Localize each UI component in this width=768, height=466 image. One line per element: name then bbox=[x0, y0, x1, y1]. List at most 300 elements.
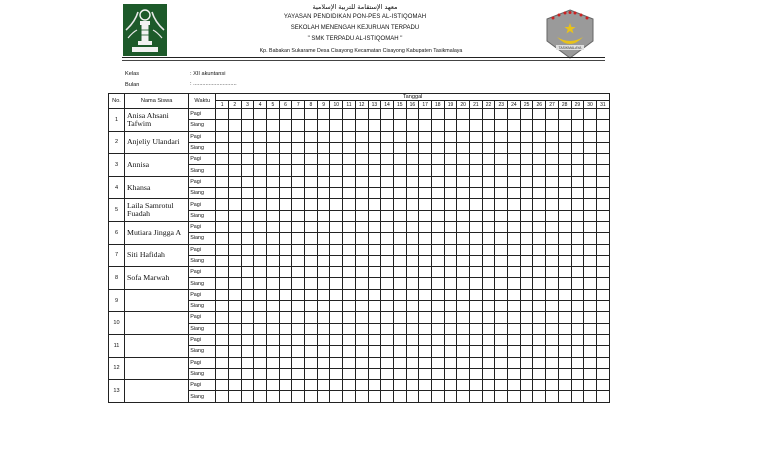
attendance-cell[interactable] bbox=[228, 301, 241, 312]
attendance-cell[interactable] bbox=[368, 176, 381, 187]
attendance-cell[interactable] bbox=[431, 323, 444, 334]
attendance-cell[interactable] bbox=[558, 131, 571, 142]
attendance-cell[interactable] bbox=[431, 391, 444, 402]
attendance-cell[interactable] bbox=[241, 323, 254, 334]
attendance-cell[interactable] bbox=[419, 244, 432, 255]
attendance-cell[interactable] bbox=[317, 244, 330, 255]
attendance-cell[interactable] bbox=[279, 380, 292, 391]
attendance-cell[interactable] bbox=[571, 278, 584, 289]
attendance-cell[interactable] bbox=[355, 176, 368, 187]
attendance-cell[interactable] bbox=[343, 289, 356, 300]
attendance-cell[interactable] bbox=[317, 165, 330, 176]
attendance-cell[interactable] bbox=[571, 188, 584, 199]
attendance-cell[interactable] bbox=[343, 221, 356, 232]
attendance-cell[interactable] bbox=[381, 357, 394, 368]
attendance-cell[interactable] bbox=[343, 278, 356, 289]
attendance-cell[interactable] bbox=[368, 278, 381, 289]
attendance-cell[interactable] bbox=[546, 210, 559, 221]
attendance-cell[interactable] bbox=[393, 199, 406, 210]
attendance-cell[interactable] bbox=[596, 323, 609, 334]
attendance-cell[interactable] bbox=[584, 346, 597, 357]
attendance-cell[interactable] bbox=[571, 323, 584, 334]
attendance-cell[interactable] bbox=[596, 131, 609, 142]
attendance-cell[interactable] bbox=[470, 346, 483, 357]
attendance-cell[interactable] bbox=[343, 142, 356, 153]
attendance-cell[interactable] bbox=[381, 210, 394, 221]
attendance-cell[interactable] bbox=[470, 120, 483, 131]
attendance-cell[interactable] bbox=[393, 210, 406, 221]
attendance-cell[interactable] bbox=[533, 278, 546, 289]
attendance-cell[interactable] bbox=[292, 210, 305, 221]
attendance-cell[interactable] bbox=[482, 199, 495, 210]
attendance-cell[interactable] bbox=[355, 210, 368, 221]
attendance-cell[interactable] bbox=[355, 289, 368, 300]
attendance-cell[interactable] bbox=[444, 267, 457, 278]
attendance-cell[interactable] bbox=[330, 368, 343, 379]
attendance-cell[interactable] bbox=[596, 221, 609, 232]
attendance-cell[interactable] bbox=[305, 109, 318, 120]
attendance-cell[interactable] bbox=[254, 221, 267, 232]
attendance-cell[interactable] bbox=[596, 142, 609, 153]
attendance-cell[interactable] bbox=[317, 267, 330, 278]
attendance-cell[interactable] bbox=[406, 255, 419, 266]
attendance-cell[interactable] bbox=[482, 165, 495, 176]
attendance-cell[interactable] bbox=[343, 120, 356, 131]
attendance-cell[interactable] bbox=[533, 312, 546, 323]
attendance-cell[interactable] bbox=[254, 233, 267, 244]
attendance-cell[interactable] bbox=[317, 368, 330, 379]
attendance-cell[interactable] bbox=[533, 233, 546, 244]
attendance-cell[interactable] bbox=[228, 154, 241, 165]
attendance-cell[interactable] bbox=[241, 210, 254, 221]
attendance-cell[interactable] bbox=[381, 289, 394, 300]
attendance-cell[interactable] bbox=[444, 334, 457, 345]
attendance-cell[interactable] bbox=[444, 380, 457, 391]
attendance-cell[interactable] bbox=[470, 109, 483, 120]
attendance-cell[interactable] bbox=[228, 278, 241, 289]
attendance-cell[interactable] bbox=[317, 221, 330, 232]
attendance-cell[interactable] bbox=[254, 312, 267, 323]
attendance-cell[interactable] bbox=[406, 357, 419, 368]
attendance-cell[interactable] bbox=[381, 109, 394, 120]
attendance-cell[interactable] bbox=[431, 334, 444, 345]
attendance-cell[interactable] bbox=[533, 221, 546, 232]
attendance-cell[interactable] bbox=[495, 267, 508, 278]
attendance-cell[interactable] bbox=[584, 357, 597, 368]
attendance-cell[interactable] bbox=[495, 199, 508, 210]
attendance-cell[interactable] bbox=[292, 312, 305, 323]
attendance-cell[interactable] bbox=[406, 221, 419, 232]
attendance-cell[interactable] bbox=[444, 221, 457, 232]
attendance-cell[interactable] bbox=[368, 380, 381, 391]
attendance-cell[interactable] bbox=[305, 199, 318, 210]
attendance-cell[interactable] bbox=[457, 142, 470, 153]
attendance-cell[interactable] bbox=[482, 255, 495, 266]
attendance-cell[interactable] bbox=[228, 244, 241, 255]
attendance-cell[interactable] bbox=[330, 210, 343, 221]
attendance-cell[interactable] bbox=[292, 334, 305, 345]
attendance-cell[interactable] bbox=[470, 142, 483, 153]
attendance-cell[interactable] bbox=[279, 120, 292, 131]
attendance-cell[interactable] bbox=[267, 244, 280, 255]
attendance-cell[interactable] bbox=[355, 199, 368, 210]
attendance-cell[interactable] bbox=[267, 357, 280, 368]
attendance-cell[interactable] bbox=[330, 357, 343, 368]
attendance-cell[interactable] bbox=[330, 278, 343, 289]
attendance-cell[interactable] bbox=[292, 199, 305, 210]
attendance-cell[interactable] bbox=[355, 368, 368, 379]
attendance-cell[interactable] bbox=[533, 334, 546, 345]
attendance-cell[interactable] bbox=[558, 188, 571, 199]
attendance-cell[interactable] bbox=[546, 188, 559, 199]
attendance-cell[interactable] bbox=[343, 154, 356, 165]
attendance-cell[interactable] bbox=[558, 142, 571, 153]
attendance-cell[interactable] bbox=[571, 199, 584, 210]
attendance-cell[interactable] bbox=[254, 368, 267, 379]
attendance-cell[interactable] bbox=[355, 154, 368, 165]
attendance-cell[interactable] bbox=[330, 233, 343, 244]
attendance-cell[interactable] bbox=[495, 278, 508, 289]
attendance-cell[interactable] bbox=[292, 188, 305, 199]
attendance-cell[interactable] bbox=[228, 131, 241, 142]
attendance-cell[interactable] bbox=[431, 131, 444, 142]
attendance-cell[interactable] bbox=[254, 120, 267, 131]
attendance-cell[interactable] bbox=[241, 312, 254, 323]
attendance-cell[interactable] bbox=[508, 120, 521, 131]
attendance-cell[interactable] bbox=[571, 233, 584, 244]
attendance-cell[interactable] bbox=[317, 233, 330, 244]
attendance-cell[interactable] bbox=[457, 244, 470, 255]
attendance-cell[interactable] bbox=[292, 255, 305, 266]
attendance-cell[interactable] bbox=[419, 120, 432, 131]
attendance-cell[interactable] bbox=[584, 255, 597, 266]
attendance-cell[interactable] bbox=[393, 278, 406, 289]
attendance-cell[interactable] bbox=[457, 368, 470, 379]
attendance-cell[interactable] bbox=[571, 357, 584, 368]
attendance-cell[interactable] bbox=[419, 199, 432, 210]
attendance-cell[interactable] bbox=[596, 267, 609, 278]
attendance-cell[interactable] bbox=[520, 312, 533, 323]
attendance-cell[interactable] bbox=[470, 380, 483, 391]
attendance-cell[interactable] bbox=[292, 142, 305, 153]
attendance-cell[interactable] bbox=[508, 267, 521, 278]
attendance-cell[interactable] bbox=[393, 165, 406, 176]
attendance-cell[interactable] bbox=[482, 368, 495, 379]
attendance-cell[interactable] bbox=[482, 142, 495, 153]
attendance-cell[interactable] bbox=[470, 267, 483, 278]
attendance-cell[interactable] bbox=[393, 301, 406, 312]
attendance-cell[interactable] bbox=[355, 334, 368, 345]
attendance-cell[interactable] bbox=[279, 267, 292, 278]
attendance-cell[interactable] bbox=[584, 323, 597, 334]
attendance-cell[interactable] bbox=[596, 233, 609, 244]
attendance-cell[interactable] bbox=[279, 210, 292, 221]
attendance-cell[interactable] bbox=[431, 142, 444, 153]
attendance-cell[interactable] bbox=[520, 199, 533, 210]
attendance-cell[interactable] bbox=[495, 312, 508, 323]
attendance-cell[interactable] bbox=[368, 233, 381, 244]
attendance-cell[interactable] bbox=[457, 312, 470, 323]
attendance-cell[interactable] bbox=[241, 334, 254, 345]
attendance-cell[interactable] bbox=[444, 391, 457, 402]
attendance-cell[interactable] bbox=[470, 255, 483, 266]
attendance-cell[interactable] bbox=[216, 334, 229, 345]
attendance-cell[interactable] bbox=[457, 334, 470, 345]
attendance-cell[interactable] bbox=[584, 221, 597, 232]
attendance-cell[interactable] bbox=[419, 346, 432, 357]
attendance-cell[interactable] bbox=[495, 346, 508, 357]
attendance-cell[interactable] bbox=[317, 154, 330, 165]
attendance-cell[interactable] bbox=[241, 176, 254, 187]
attendance-cell[interactable] bbox=[546, 267, 559, 278]
attendance-cell[interactable] bbox=[343, 301, 356, 312]
attendance-cell[interactable] bbox=[216, 346, 229, 357]
attendance-cell[interactable] bbox=[419, 380, 432, 391]
attendance-cell[interactable] bbox=[520, 255, 533, 266]
attendance-cell[interactable] bbox=[596, 255, 609, 266]
attendance-cell[interactable] bbox=[470, 323, 483, 334]
attendance-cell[interactable] bbox=[381, 142, 394, 153]
attendance-cell[interactable] bbox=[470, 154, 483, 165]
attendance-cell[interactable] bbox=[457, 289, 470, 300]
attendance-cell[interactable] bbox=[228, 221, 241, 232]
attendance-cell[interactable] bbox=[228, 233, 241, 244]
attendance-cell[interactable] bbox=[228, 334, 241, 345]
attendance-cell[interactable] bbox=[241, 380, 254, 391]
attendance-cell[interactable] bbox=[292, 244, 305, 255]
attendance-cell[interactable] bbox=[216, 267, 229, 278]
attendance-cell[interactable] bbox=[533, 131, 546, 142]
attendance-cell[interactable] bbox=[305, 154, 318, 165]
attendance-cell[interactable] bbox=[431, 233, 444, 244]
attendance-cell[interactable] bbox=[470, 368, 483, 379]
attendance-cell[interactable] bbox=[444, 368, 457, 379]
attendance-cell[interactable] bbox=[406, 391, 419, 402]
attendance-cell[interactable] bbox=[596, 368, 609, 379]
attendance-cell[interactable] bbox=[546, 131, 559, 142]
attendance-cell[interactable] bbox=[431, 312, 444, 323]
attendance-cell[interactable] bbox=[558, 165, 571, 176]
attendance-cell[interactable] bbox=[520, 154, 533, 165]
attendance-cell[interactable] bbox=[279, 334, 292, 345]
attendance-cell[interactable] bbox=[381, 165, 394, 176]
attendance-cell[interactable] bbox=[279, 188, 292, 199]
attendance-cell[interactable] bbox=[317, 278, 330, 289]
attendance-cell[interactable] bbox=[495, 165, 508, 176]
attendance-cell[interactable] bbox=[457, 199, 470, 210]
attendance-cell[interactable] bbox=[228, 199, 241, 210]
attendance-cell[interactable] bbox=[292, 368, 305, 379]
attendance-cell[interactable] bbox=[254, 334, 267, 345]
attendance-cell[interactable] bbox=[343, 323, 356, 334]
attendance-cell[interactable] bbox=[470, 301, 483, 312]
attendance-cell[interactable] bbox=[343, 233, 356, 244]
attendance-cell[interactable] bbox=[279, 176, 292, 187]
attendance-cell[interactable] bbox=[584, 301, 597, 312]
attendance-cell[interactable] bbox=[558, 323, 571, 334]
attendance-cell[interactable] bbox=[482, 210, 495, 221]
attendance-cell[interactable] bbox=[431, 188, 444, 199]
attendance-cell[interactable] bbox=[228, 120, 241, 131]
attendance-cell[interactable] bbox=[393, 188, 406, 199]
attendance-cell[interactable] bbox=[457, 176, 470, 187]
attendance-cell[interactable] bbox=[482, 221, 495, 232]
attendance-cell[interactable] bbox=[584, 244, 597, 255]
attendance-cell[interactable] bbox=[596, 391, 609, 402]
attendance-cell[interactable] bbox=[254, 357, 267, 368]
attendance-cell[interactable] bbox=[381, 391, 394, 402]
attendance-cell[interactable] bbox=[558, 244, 571, 255]
attendance-cell[interactable] bbox=[596, 165, 609, 176]
attendance-cell[interactable] bbox=[330, 346, 343, 357]
attendance-cell[interactable] bbox=[419, 233, 432, 244]
attendance-cell[interactable] bbox=[444, 120, 457, 131]
attendance-cell[interactable] bbox=[482, 357, 495, 368]
attendance-cell[interactable] bbox=[355, 357, 368, 368]
attendance-cell[interactable] bbox=[381, 278, 394, 289]
attendance-cell[interactable] bbox=[330, 301, 343, 312]
attendance-cell[interactable] bbox=[470, 244, 483, 255]
attendance-cell[interactable] bbox=[482, 301, 495, 312]
attendance-cell[interactable] bbox=[431, 357, 444, 368]
attendance-cell[interactable] bbox=[495, 109, 508, 120]
attendance-cell[interactable] bbox=[571, 244, 584, 255]
attendance-cell[interactable] bbox=[393, 142, 406, 153]
attendance-cell[interactable] bbox=[457, 357, 470, 368]
attendance-cell[interactable] bbox=[584, 210, 597, 221]
attendance-cell[interactable] bbox=[596, 380, 609, 391]
attendance-cell[interactable] bbox=[457, 221, 470, 232]
attendance-cell[interactable] bbox=[292, 289, 305, 300]
attendance-cell[interactable] bbox=[584, 233, 597, 244]
attendance-cell[interactable] bbox=[393, 255, 406, 266]
attendance-cell[interactable] bbox=[267, 154, 280, 165]
attendance-cell[interactable] bbox=[381, 267, 394, 278]
attendance-cell[interactable] bbox=[470, 312, 483, 323]
attendance-cell[interactable] bbox=[292, 120, 305, 131]
attendance-cell[interactable] bbox=[546, 233, 559, 244]
attendance-cell[interactable] bbox=[254, 380, 267, 391]
attendance-cell[interactable] bbox=[470, 334, 483, 345]
attendance-cell[interactable] bbox=[343, 188, 356, 199]
attendance-cell[interactable] bbox=[457, 267, 470, 278]
attendance-cell[interactable] bbox=[368, 346, 381, 357]
attendance-cell[interactable] bbox=[419, 323, 432, 334]
attendance-cell[interactable] bbox=[596, 312, 609, 323]
attendance-cell[interactable] bbox=[431, 267, 444, 278]
attendance-cell[interactable] bbox=[355, 323, 368, 334]
attendance-cell[interactable] bbox=[330, 154, 343, 165]
attendance-cell[interactable] bbox=[216, 176, 229, 187]
attendance-cell[interactable] bbox=[571, 109, 584, 120]
attendance-cell[interactable] bbox=[470, 131, 483, 142]
attendance-cell[interactable] bbox=[279, 278, 292, 289]
attendance-cell[interactable] bbox=[596, 154, 609, 165]
attendance-cell[interactable] bbox=[495, 176, 508, 187]
attendance-cell[interactable] bbox=[558, 278, 571, 289]
attendance-cell[interactable] bbox=[520, 188, 533, 199]
attendance-cell[interactable] bbox=[584, 154, 597, 165]
attendance-cell[interactable] bbox=[317, 334, 330, 345]
attendance-cell[interactable] bbox=[495, 380, 508, 391]
attendance-cell[interactable] bbox=[228, 391, 241, 402]
attendance-cell[interactable] bbox=[571, 176, 584, 187]
attendance-cell[interactable] bbox=[584, 199, 597, 210]
attendance-cell[interactable] bbox=[571, 154, 584, 165]
attendance-cell[interactable] bbox=[317, 312, 330, 323]
attendance-cell[interactable] bbox=[267, 233, 280, 244]
attendance-cell[interactable] bbox=[457, 380, 470, 391]
attendance-cell[interactable] bbox=[508, 154, 521, 165]
attendance-cell[interactable] bbox=[431, 346, 444, 357]
attendance-cell[interactable] bbox=[317, 391, 330, 402]
attendance-cell[interactable] bbox=[457, 255, 470, 266]
attendance-cell[interactable] bbox=[584, 165, 597, 176]
attendance-cell[interactable] bbox=[431, 221, 444, 232]
attendance-cell[interactable] bbox=[520, 334, 533, 345]
attendance-cell[interactable] bbox=[470, 278, 483, 289]
attendance-cell[interactable] bbox=[254, 346, 267, 357]
attendance-cell[interactable] bbox=[355, 278, 368, 289]
attendance-cell[interactable] bbox=[330, 120, 343, 131]
attendance-cell[interactable] bbox=[495, 323, 508, 334]
attendance-cell[interactable] bbox=[228, 380, 241, 391]
attendance-cell[interactable] bbox=[533, 154, 546, 165]
attendance-cell[interactable] bbox=[584, 312, 597, 323]
attendance-cell[interactable] bbox=[457, 120, 470, 131]
attendance-cell[interactable] bbox=[343, 357, 356, 368]
attendance-cell[interactable] bbox=[495, 391, 508, 402]
attendance-cell[interactable] bbox=[546, 323, 559, 334]
attendance-cell[interactable] bbox=[520, 323, 533, 334]
attendance-cell[interactable] bbox=[216, 188, 229, 199]
attendance-cell[interactable] bbox=[216, 221, 229, 232]
attendance-cell[interactable] bbox=[444, 176, 457, 187]
attendance-cell[interactable] bbox=[546, 346, 559, 357]
attendance-cell[interactable] bbox=[254, 131, 267, 142]
attendance-cell[interactable] bbox=[279, 312, 292, 323]
attendance-cell[interactable] bbox=[355, 380, 368, 391]
attendance-cell[interactable] bbox=[495, 255, 508, 266]
attendance-cell[interactable] bbox=[546, 380, 559, 391]
attendance-cell[interactable] bbox=[228, 109, 241, 120]
attendance-cell[interactable] bbox=[381, 312, 394, 323]
attendance-cell[interactable] bbox=[393, 346, 406, 357]
attendance-cell[interactable] bbox=[584, 109, 597, 120]
attendance-cell[interactable] bbox=[381, 131, 394, 142]
attendance-cell[interactable] bbox=[419, 255, 432, 266]
attendance-cell[interactable] bbox=[381, 188, 394, 199]
attendance-cell[interactable] bbox=[482, 131, 495, 142]
attendance-cell[interactable] bbox=[355, 131, 368, 142]
attendance-cell[interactable] bbox=[406, 188, 419, 199]
attendance-cell[interactable] bbox=[520, 289, 533, 300]
attendance-cell[interactable] bbox=[482, 120, 495, 131]
attendance-cell[interactable] bbox=[292, 233, 305, 244]
attendance-cell[interactable] bbox=[254, 244, 267, 255]
attendance-cell[interactable] bbox=[330, 334, 343, 345]
attendance-cell[interactable] bbox=[393, 131, 406, 142]
attendance-cell[interactable] bbox=[533, 255, 546, 266]
attendance-cell[interactable] bbox=[457, 188, 470, 199]
attendance-cell[interactable] bbox=[279, 199, 292, 210]
attendance-cell[interactable] bbox=[558, 391, 571, 402]
attendance-cell[interactable] bbox=[241, 188, 254, 199]
attendance-cell[interactable] bbox=[495, 334, 508, 345]
attendance-cell[interactable] bbox=[355, 301, 368, 312]
attendance-cell[interactable] bbox=[381, 154, 394, 165]
attendance-cell[interactable] bbox=[368, 131, 381, 142]
